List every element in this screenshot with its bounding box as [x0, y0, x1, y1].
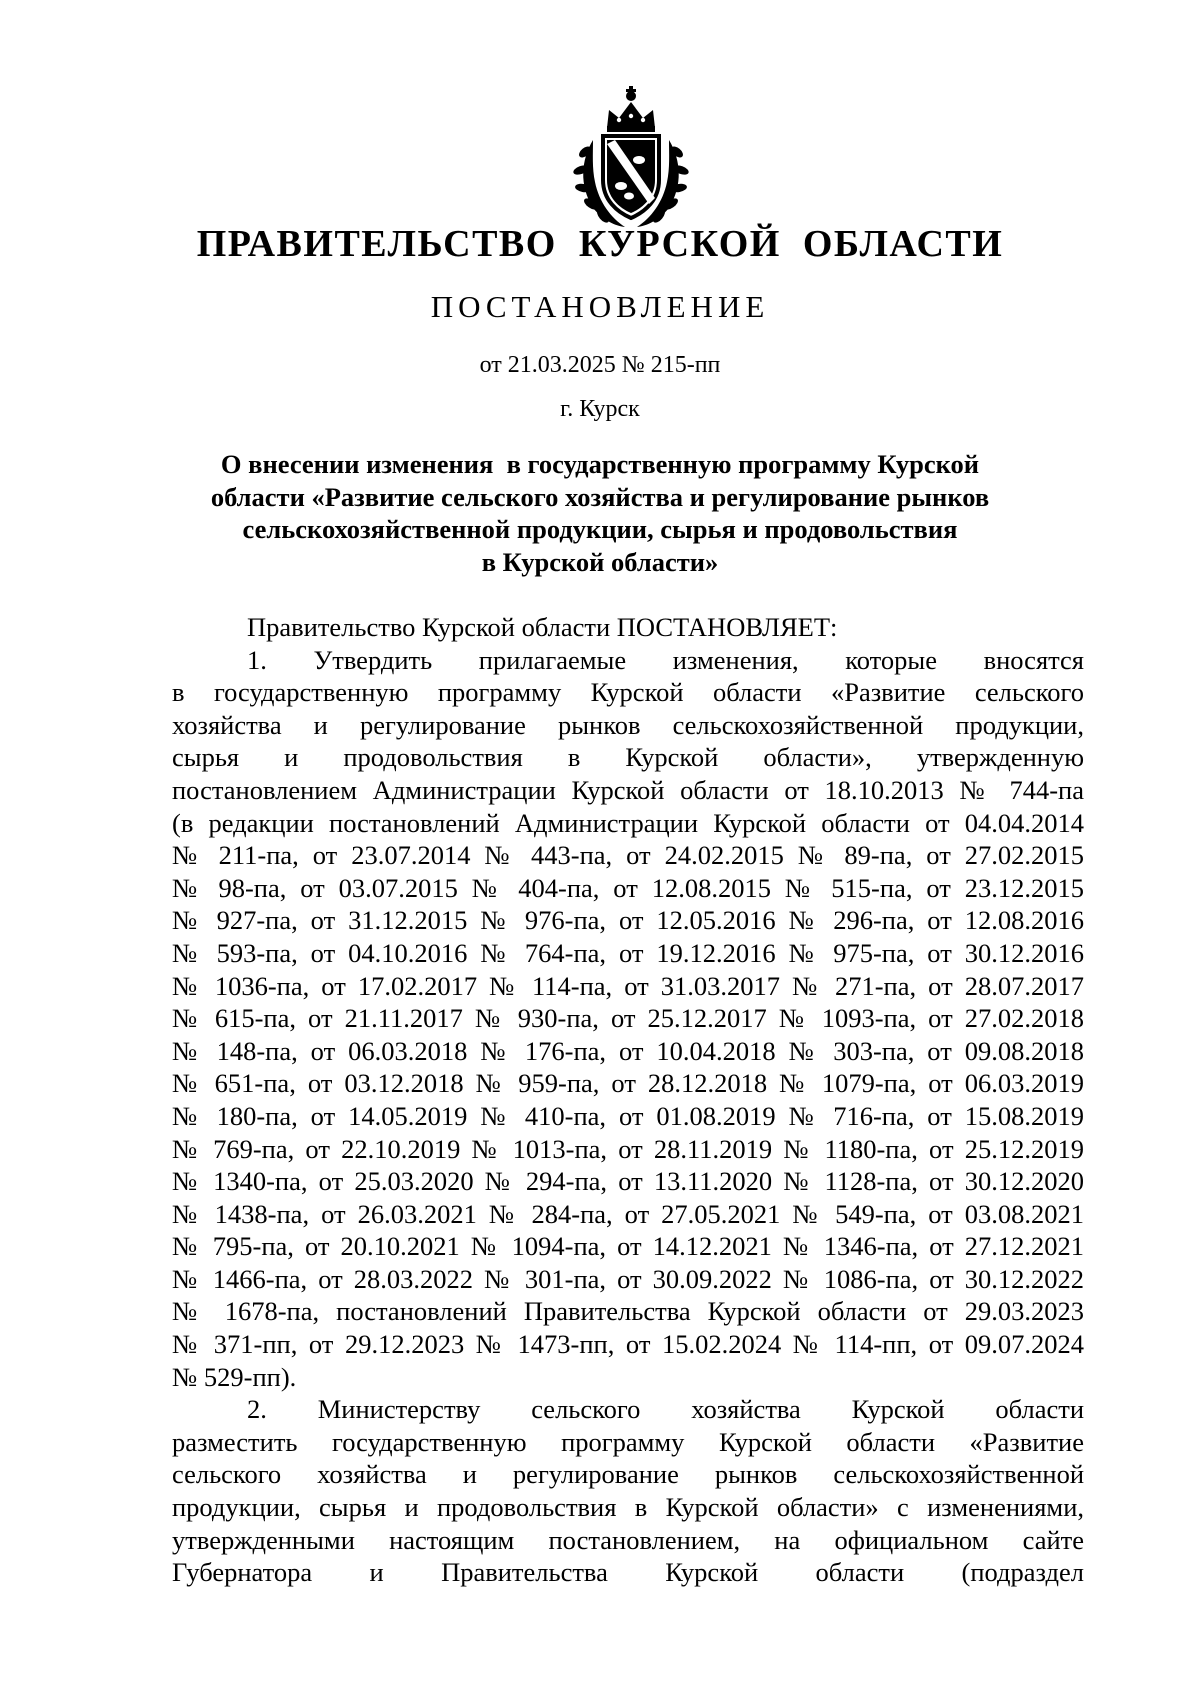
body-line: № 211-па, от 23.07.2014 № 443-па, от 24.02.2015 № 89-па, от 27.02.2015 [172, 840, 1084, 871]
body-line: № 1340-па, от 25.03.2020 № 294-па, от 13.11.2020 № 1128-па, от 30.12.2020 [172, 1166, 1084, 1197]
document-subject [150, 448, 1050, 578]
body-line: № 1438-па, от 26.03.2021 № 284-па, от 27.05.2021 № 549-па, от 03.08.2021 [172, 1198, 1084, 1229]
subject-line: сельскохозяйственной продукции, сырья и продовольствия [242, 514, 958, 544]
body-line: № 927-па, от 31.12.2015 № 976-па, от 12.05.2016 № 296-па, от 12.08.2016 [172, 905, 1084, 936]
body-line: в государственную программу Курской области «Развитие сельского [172, 677, 1084, 708]
shield-icon [603, 136, 659, 218]
body-line: № 615-па, от 21.11.2017 № 930-па, от 25.12.2017 № 1093-па, от 27.02.2018 [172, 1003, 1084, 1034]
body-line: № 529-пп). [172, 1361, 297, 1392]
body-line: сельского хозяйства и регулирование рынков сельскохозяйственной [172, 1459, 1084, 1490]
body-line: постановлением Администрации Курской области от 18.10.2013 № 744-па [172, 774, 1084, 805]
body-line: № 1466-па, от 28.03.2022 № 301-па, от 30.09.2022 № 1086-па, от 30.12.2022 [172, 1263, 1084, 1294]
crown-icon [607, 86, 655, 132]
body-line: № 795-па, от 20.10.2021 № 1094-па, от 14.12.2021 № 1346-па, от 27.12.2021 [172, 1231, 1084, 1262]
body-line: № 651-па, от 03.12.2018 № 959-па, от 28.12.2018 № 1079-па, от 06.03.2019 [172, 1068, 1084, 1099]
document-city: г. Курск [560, 396, 640, 422]
body-line: № 1036-па, от 17.02.2017 № 114-па, от 31.03.2017 № 271-па, от 28.07.2017 [172, 970, 1084, 1001]
coat-of-arms-icon [563, 80, 699, 230]
body-line: № 769-па, от 22.10.2019 № 1013-па, от 28.11.2019 № 1180-па, от 25.12.2019 [172, 1133, 1084, 1164]
body-line: № 98-па, от 03.07.2015 № 404-па, от 12.08.2015 № 515-па, от 23.12.2015 [172, 872, 1084, 903]
body-line: Губернатора и Правительства Курской области (подраздел [172, 1557, 1084, 1588]
body-line: утвержденными настоящим постановлением, на официальном сайте [172, 1524, 1084, 1555]
body-line: 2. Министерству сельского хозяйства Курской области [247, 1394, 1084, 1425]
body-line: хозяйства и регулирование рынков сельскохозяйственной продукции, [172, 709, 1084, 740]
body-line: № 371-пп, от 29.12.2023 № 1473-пп, от 15.02.2024 № 114-пп, от 09.07.2024 [172, 1329, 1084, 1360]
subject-line: О внесении изменения в государственную программу Курской [220, 449, 980, 479]
subject-line: в Курской области» [481, 546, 719, 577]
document-body [172, 611, 1084, 1589]
document-date-number: от 21.03.2025 № 215-пп [479, 352, 721, 378]
body-line: Правительство Курской области ПОСТАНОВЛЯЕТ: [247, 612, 838, 642]
body-line: № 593-па, от 04.10.2016 № 764-па, от 19.12.2016 № 975-па, от 30.12.2016 [172, 937, 1084, 968]
body-line: № 180-па, от 14.05.2019 № 410-па, от 01.08.2019 № 716-па, от 15.08.2019 [172, 1100, 1084, 1131]
body-line: № 148-па, от 06.03.2018 № 176-па, от 10.04.2018 № 303-па, от 09.08.2018 [172, 1035, 1084, 1066]
body-line: (в редакции постановлений Администрации Курской области от 04.04.2014 [172, 807, 1084, 838]
body-line: разместить государственную программу Курской области «Развитие [172, 1426, 1084, 1457]
subject-line: области «Развитие сельского хозяйства и регулирование рынков [210, 481, 990, 512]
body-line: № 1678-па, постановлений Правительства Курской области от 29.03.2023 [172, 1296, 1084, 1327]
body-line: 1. Утвердить прилагаемые изменения, которые вносятся [247, 644, 1084, 675]
body-line: сырья и продовольствия в Курской области», утвержденную [172, 742, 1084, 773]
body-line: продукции, сырья и продовольствия в Курской области» с изменениями, [172, 1492, 1084, 1523]
government-title: ПРАВИТЕЛЬСТВО КУРСКОЙ ОБЛАСТИ [196, 223, 1004, 265]
document-type: ПОСТАНОВЛЕНИЕ [430, 289, 770, 324]
